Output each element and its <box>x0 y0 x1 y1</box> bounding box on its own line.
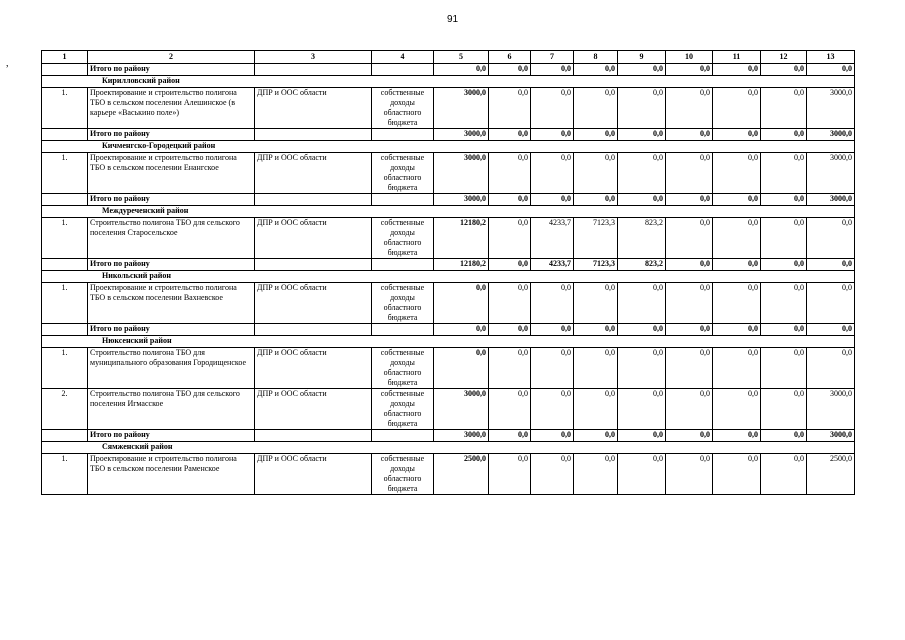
total-value-cell: 0,0 <box>531 430 574 442</box>
value-cell: 2500,0 <box>434 454 489 495</box>
source-cell <box>372 64 434 76</box>
district-title: Кичменгско-Городецкий район <box>42 141 855 153</box>
value-cell: 0,0 <box>666 218 713 259</box>
value-cell: 0,0 <box>489 218 531 259</box>
total-value-cell: 0,0 <box>666 194 713 206</box>
column-number-cell: 1 <box>42 51 88 64</box>
executor-cell: ДПР и ООС области <box>255 348 372 389</box>
row-number-cell: 1. <box>42 153 88 194</box>
total-value-cell: 0,0 <box>761 194 807 206</box>
district-title: Нюксенский район <box>42 336 855 348</box>
margin-mark: , <box>6 58 9 69</box>
project-name-cell: Строительство полигона ТБО для муниципального образования Городищенское <box>88 348 255 389</box>
district-total-row <box>42 324 855 336</box>
value-cell: 0,0 <box>713 348 761 389</box>
table-body <box>42 51 855 495</box>
value-cell: 4233,7 <box>531 218 574 259</box>
value-cell: 0,0 <box>807 283 855 324</box>
value-cell: 0,0 <box>531 153 574 194</box>
executor-cell: ДПР и ООС области <box>255 88 372 129</box>
executor-cell <box>255 129 372 141</box>
project-row <box>42 153 855 194</box>
value-cell: 0,0 <box>618 88 666 129</box>
page-number: 91 <box>446 14 459 25</box>
value-cell: 0,0 <box>713 454 761 495</box>
column-number-cell: 13 <box>807 51 855 64</box>
district-title: Кирилловский район <box>42 76 855 88</box>
total-label: Итого по району <box>88 129 255 141</box>
total-value-cell: 0,0 <box>807 64 855 76</box>
value-cell: 0,0 <box>489 88 531 129</box>
column-number-cell: 12 <box>761 51 807 64</box>
total-value-cell: 0,0 <box>713 324 761 336</box>
total-label: Итого по району <box>88 324 255 336</box>
total-value-cell: 0,0 <box>666 324 713 336</box>
executor-cell <box>255 259 372 271</box>
value-cell: 0,0 <box>618 389 666 430</box>
column-number-cell: 2 <box>88 51 255 64</box>
value-cell: 0,0 <box>761 218 807 259</box>
column-number-cell: 8 <box>574 51 618 64</box>
value-cell: 0,0 <box>666 283 713 324</box>
value-cell: 0,0 <box>713 218 761 259</box>
district-title: Сямженский район <box>42 442 855 454</box>
source-cell <box>372 194 434 206</box>
source-cell: собственные доходы областного бюджета <box>372 88 434 129</box>
value-cell: 0,0 <box>713 389 761 430</box>
total-value-cell: 0,0 <box>666 129 713 141</box>
row-number-cell <box>42 430 88 442</box>
district-header-row <box>42 271 855 283</box>
value-cell: 0,0 <box>531 454 574 495</box>
total-value-cell: 3000,0 <box>434 129 489 141</box>
total-value-cell: 823,2 <box>618 259 666 271</box>
total-value-cell: 3000,0 <box>807 129 855 141</box>
total-value-cell: 0,0 <box>574 194 618 206</box>
value-cell: 0,0 <box>618 348 666 389</box>
value-cell: 0,0 <box>489 153 531 194</box>
district-total-row <box>42 194 855 206</box>
value-cell: 0,0 <box>666 389 713 430</box>
value-cell: 0,0 <box>531 389 574 430</box>
column-number-cell: 7 <box>531 51 574 64</box>
total-value-cell: 0,0 <box>713 64 761 76</box>
value-cell: 0,0 <box>574 283 618 324</box>
total-value-cell: 0,0 <box>713 430 761 442</box>
total-value-cell: 0,0 <box>489 194 531 206</box>
project-row <box>42 218 855 259</box>
total-value-cell: 0,0 <box>574 324 618 336</box>
total-value-cell: 0,0 <box>666 430 713 442</box>
total-value-cell: 0,0 <box>489 430 531 442</box>
project-name-cell: Проектирование и строительство полигона ТБО в сельском поселении Алешинское (в карьере «Васькино поле») <box>88 88 255 129</box>
total-value-cell: 0,0 <box>713 259 761 271</box>
column-number-cell: 4 <box>372 51 434 64</box>
source-cell: собственные доходы областного бюджета <box>372 389 434 430</box>
value-cell: 3000,0 <box>807 88 855 129</box>
project-row <box>42 283 855 324</box>
value-cell: 0,0 <box>574 153 618 194</box>
total-value-cell: 0,0 <box>618 129 666 141</box>
total-value-cell: 0,0 <box>531 194 574 206</box>
total-value-cell: 0,0 <box>807 324 855 336</box>
value-cell: 0,0 <box>713 88 761 129</box>
value-cell: 0,0 <box>807 218 855 259</box>
project-name-cell: Строительство полигона ТБО для сельского поселения Игмасское <box>88 389 255 430</box>
value-cell: 0,0 <box>574 348 618 389</box>
row-number-cell: 1. <box>42 283 88 324</box>
total-label: Итого по району <box>88 430 255 442</box>
project-row <box>42 454 855 495</box>
total-value-cell: 0,0 <box>761 430 807 442</box>
source-cell: собственные доходы областного бюджета <box>372 218 434 259</box>
total-value-cell: 0,0 <box>489 64 531 76</box>
total-value-cell: 0,0 <box>761 259 807 271</box>
executor-cell <box>255 324 372 336</box>
value-cell: 823,2 <box>618 218 666 259</box>
row-number-cell <box>42 194 88 206</box>
district-header-row <box>42 206 855 218</box>
total-value-cell: 0,0 <box>434 324 489 336</box>
column-number-row <box>42 51 855 64</box>
district-header-row <box>42 336 855 348</box>
project-name-cell: Проектирование и строительство полигона ТБО в сельском поселении Вахневское <box>88 283 255 324</box>
total-value-cell: 0,0 <box>761 129 807 141</box>
value-cell: 0,0 <box>574 454 618 495</box>
total-value-cell: 0,0 <box>434 64 489 76</box>
district-header-row <box>42 141 855 153</box>
value-cell: 3000,0 <box>434 153 489 194</box>
project-name-cell: Строительство полигона ТБО для сельского поселения Старосельское <box>88 218 255 259</box>
value-cell: 0,0 <box>713 153 761 194</box>
value-cell: 0,0 <box>761 348 807 389</box>
value-cell: 2500,0 <box>807 454 855 495</box>
district-header-row <box>42 442 855 454</box>
district-title: Междуреченский район <box>42 206 855 218</box>
value-cell: 0,0 <box>666 153 713 194</box>
executor-cell <box>255 194 372 206</box>
value-cell: 7123,3 <box>574 218 618 259</box>
total-value-cell: 3000,0 <box>434 430 489 442</box>
total-value-cell: 0,0 <box>531 129 574 141</box>
total-value-cell: 0,0 <box>531 64 574 76</box>
value-cell: 0,0 <box>761 389 807 430</box>
column-number-cell: 11 <box>713 51 761 64</box>
total-value-cell: 7123,3 <box>574 259 618 271</box>
column-number-cell: 9 <box>618 51 666 64</box>
row-number-cell: 1. <box>42 218 88 259</box>
total-value-cell: 0,0 <box>531 324 574 336</box>
row-number-cell: 1. <box>42 454 88 495</box>
source-cell: собственные доходы областного бюджета <box>372 348 434 389</box>
value-cell: 0,0 <box>618 454 666 495</box>
column-number-cell: 6 <box>489 51 531 64</box>
total-value-cell: 3000,0 <box>807 194 855 206</box>
value-cell: 0,0 <box>531 283 574 324</box>
project-row <box>42 348 855 389</box>
value-cell: 0,0 <box>618 283 666 324</box>
source-cell <box>372 129 434 141</box>
project-row <box>42 389 855 430</box>
total-value-cell: 0,0 <box>574 129 618 141</box>
total-label: Итого по району <box>88 64 255 76</box>
value-cell: 0,0 <box>761 454 807 495</box>
value-cell: 0,0 <box>434 348 489 389</box>
value-cell: 0,0 <box>761 153 807 194</box>
total-value-cell: 12180,2 <box>434 259 489 271</box>
value-cell: 0,0 <box>531 348 574 389</box>
value-cell: 3000,0 <box>807 153 855 194</box>
value-cell: 0,0 <box>807 348 855 389</box>
value-cell: 0,0 <box>761 283 807 324</box>
total-value-cell: 0,0 <box>761 64 807 76</box>
district-title: Никольский район <box>42 271 855 283</box>
source-cell: собственные доходы областного бюджета <box>372 283 434 324</box>
total-value-cell: 0,0 <box>618 430 666 442</box>
total-value-cell: 0,0 <box>666 259 713 271</box>
project-name-cell: Проектирование и строительство полигона ТБО в сельском поселении Енангское <box>88 153 255 194</box>
value-cell: 3000,0 <box>434 389 489 430</box>
total-value-cell: 0,0 <box>489 129 531 141</box>
value-cell: 0,0 <box>489 283 531 324</box>
total-value-cell: 0,0 <box>713 129 761 141</box>
source-cell: собственные доходы областного бюджета <box>372 153 434 194</box>
value-cell: 0,0 <box>666 348 713 389</box>
source-cell <box>372 259 434 271</box>
value-cell: 12180,2 <box>434 218 489 259</box>
total-label: Итого по району <box>88 259 255 271</box>
district-header-row <box>42 76 855 88</box>
column-number-cell: 10 <box>666 51 713 64</box>
value-cell: 0,0 <box>761 88 807 129</box>
value-cell: 0,0 <box>489 454 531 495</box>
value-cell: 0,0 <box>489 348 531 389</box>
total-value-cell: 3000,0 <box>807 430 855 442</box>
district-total-row <box>42 430 855 442</box>
total-value-cell: 0,0 <box>618 194 666 206</box>
column-number-cell: 3 <box>255 51 372 64</box>
total-value-cell: 0,0 <box>574 64 618 76</box>
value-cell: 0,0 <box>434 283 489 324</box>
value-cell: 0,0 <box>574 389 618 430</box>
value-cell: 0,0 <box>666 88 713 129</box>
district-total-row <box>42 259 855 271</box>
row-number-cell <box>42 324 88 336</box>
total-value-cell: 4233,7 <box>531 259 574 271</box>
value-cell: 0,0 <box>666 454 713 495</box>
row-number-cell: 2. <box>42 389 88 430</box>
source-cell <box>372 430 434 442</box>
executor-cell: ДПР и ООС области <box>255 218 372 259</box>
value-cell: 0,0 <box>531 88 574 129</box>
total-value-cell: 0,0 <box>618 64 666 76</box>
total-value-cell: 0,0 <box>618 324 666 336</box>
executor-cell: ДПР и ООС области <box>255 389 372 430</box>
total-label: Итого по району <box>88 194 255 206</box>
value-cell: 0,0 <box>489 389 531 430</box>
row-number-cell: 1. <box>42 348 88 389</box>
value-cell: 0,0 <box>574 88 618 129</box>
row-number-cell <box>42 64 88 76</box>
total-value-cell: 0,0 <box>807 259 855 271</box>
column-number-cell: 5 <box>434 51 489 64</box>
row-number-cell <box>42 129 88 141</box>
executor-cell <box>255 64 372 76</box>
total-value-cell: 0,0 <box>489 259 531 271</box>
executor-cell: ДПР и ООС области <box>255 454 372 495</box>
value-cell: 0,0 <box>713 283 761 324</box>
district-total-row <box>42 64 855 76</box>
total-value-cell: 0,0 <box>713 194 761 206</box>
value-cell: 0,0 <box>618 153 666 194</box>
total-value-cell: 0,0 <box>574 430 618 442</box>
value-cell: 3000,0 <box>434 88 489 129</box>
total-value-cell: 0,0 <box>666 64 713 76</box>
total-value-cell: 0,0 <box>489 324 531 336</box>
value-cell: 3000,0 <box>807 389 855 430</box>
row-number-cell: 1. <box>42 88 88 129</box>
executor-cell <box>255 430 372 442</box>
executor-cell: ДПР и ООС области <box>255 283 372 324</box>
total-value-cell: 0,0 <box>761 324 807 336</box>
source-cell <box>372 324 434 336</box>
project-name-cell: Проектирование и строительство полигона ТБО в сельском поселении Раменское <box>88 454 255 495</box>
project-row <box>42 88 855 129</box>
budget-table <box>41 50 855 495</box>
total-value-cell: 3000,0 <box>434 194 489 206</box>
row-number-cell <box>42 259 88 271</box>
source-cell: собственные доходы областного бюджета <box>372 454 434 495</box>
district-total-row <box>42 129 855 141</box>
executor-cell: ДПР и ООС области <box>255 153 372 194</box>
